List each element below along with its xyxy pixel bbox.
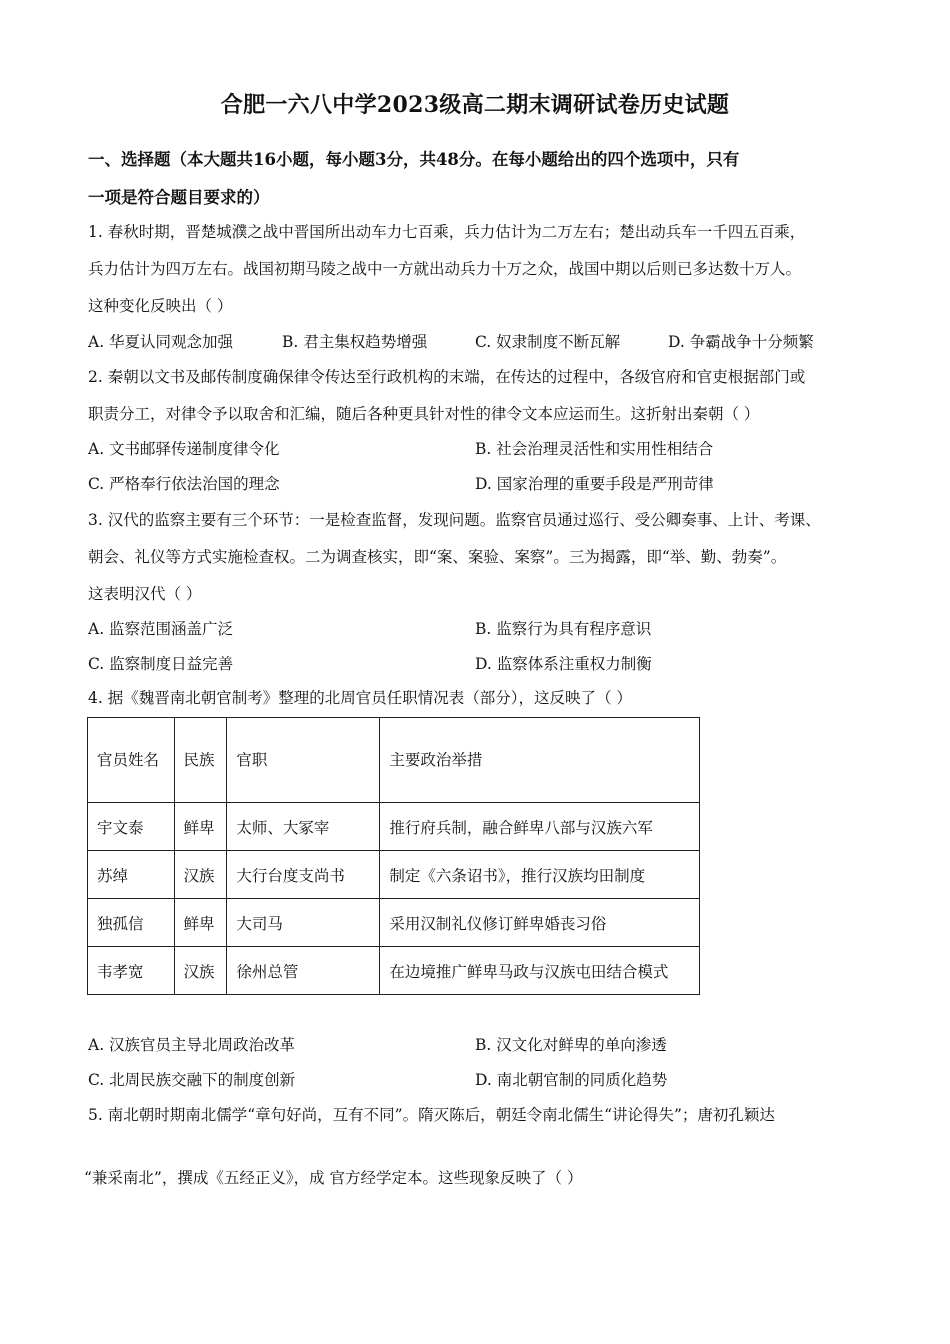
table-cell: 韦孝宽	[88, 947, 175, 995]
table-cell: 采用汉制礼仪修订鲜卑婚丧习俗	[380, 899, 700, 947]
table-cell: 太师、大冢宰	[227, 803, 380, 851]
table-row	[88, 947, 700, 995]
question-5-line-2: “兼采南北”，撰成《五经正义》，成 官方经学定本。这些现象反映了（ ）	[84, 1169, 583, 1187]
table-cell: 汉族	[174, 947, 227, 995]
table-header-row	[88, 718, 700, 803]
table-row	[88, 899, 700, 947]
question-3-line-2: 朝会、礼仪等方式实施检查权。二为调查核实，即“案、案验、案察”。三为揭露，即“举、勤、勃奏”。	[88, 548, 787, 566]
table-cell: 鲜卑	[174, 803, 227, 851]
question-1-option-a[interactable]: A. 华夏认同观念加强	[88, 333, 234, 351]
question-1-line-3: 这种变化反映出（ ）	[88, 297, 233, 315]
question-1-line-1: 1. 春秋时期，晋楚城濮之战中晋国所出动车力七百乘，兵力估计为二万左右；楚出动兵车一千四五百乘，	[88, 223, 806, 241]
question-3-option-c[interactable]: C. 监察制度日益完善	[88, 655, 234, 673]
table-cell: 大司马	[227, 899, 380, 947]
page-title: 合肥一六八中学2023级高二期末调研试卷历史试题	[220, 92, 730, 118]
table-cell: 苏绰	[88, 851, 175, 899]
section-heading-line2: 一项是符合题目要求的）	[88, 188, 270, 207]
question-3-option-a[interactable]: A. 监察范围涵盖广泛	[88, 620, 234, 638]
question-1-option-c[interactable]: C. 奴隶制度不断瓦解	[475, 333, 621, 351]
question-3-option-b[interactable]: B. 监察行为具有程序意识	[475, 620, 652, 638]
question-5-line-1: 5. 南北朝时期南北儒学“章句好尚，互有不同”。隋灭陈后，朝廷令南北儒生“讲论得失”；唐初孔颖达	[88, 1106, 775, 1124]
table-cell: 独孤信	[88, 899, 175, 947]
question-1-option-b[interactable]: B. 君主集权趋势增强	[282, 333, 428, 351]
question-2-option-b[interactable]: B. 社会治理灵活性和实用性相结合	[475, 440, 714, 458]
table-cell: 推行府兵制，融合鲜卑八部与汉族六军	[380, 803, 700, 851]
table-cell: 徐州总管	[227, 947, 380, 995]
table-cell: 鲜卑	[174, 899, 227, 947]
table-cell: 大行台度支尚书	[227, 851, 380, 899]
table-cell: 宇文泰	[88, 803, 175, 851]
question-3-line-3: 这表明汉代（ ）	[88, 585, 202, 603]
table-header-name: 官员姓名	[88, 718, 175, 803]
question-2-line-2: 职责分工，对律令予以取舍和汇编，随后各种更具针对性的律令文本应运而生。这折射出秦朝（ ）	[88, 405, 760, 423]
question-3-option-d[interactable]: D. 监察体系注重权力制衡	[475, 655, 652, 673]
table-header-measures: 主要政治举措	[380, 718, 700, 803]
question-2-line-1: 2. 秦朝以文书及邮传制度确保律令传达至行政机构的末端，在传达的过程中，各级官府和官吏根据部门或	[88, 368, 806, 386]
question-4-line-1: 4. 据《魏晋南北朝官制考》整理的北周官员任职情况表（部分），这反映了（ ）	[88, 689, 632, 707]
question-4-option-b[interactable]: B. 汉文化对鲜卑的单向渗透	[475, 1036, 667, 1054]
question-1-line-2: 兵力估计为四万左右。战国初期马陵之战中一方就出动兵力十万之众，战国中期以后则已多达数十万人。	[88, 260, 802, 278]
question-3-line-1: 3. 汉代的监察主要有三个环节：一是检查监督，发现问题。监察官员通过巡行、受公卿奏事、上计、考课、	[88, 511, 821, 529]
question-1-option-d[interactable]: D. 争霸战争十分频繁	[668, 333, 814, 351]
question-4-option-c[interactable]: C. 北周民族交融下的制度创新	[88, 1071, 296, 1089]
table-header-post: 官职	[227, 718, 380, 803]
table-row	[88, 803, 700, 851]
table-header-ethnicity: 民族	[174, 718, 227, 803]
section-heading-line1: 一、选择题（本大题共16小题，每小题3分，共48分。在每小题给出的四个选项中，只有	[88, 150, 740, 169]
question-2-option-d[interactable]: D. 国家治理的重要手段是严刑苛律	[475, 475, 714, 493]
question-4-option-d[interactable]: D. 南北朝官制的同质化趋势	[475, 1071, 668, 1089]
officials-table	[87, 717, 700, 995]
table-cell: 汉族	[174, 851, 227, 899]
question-2-option-a[interactable]: A. 文书邮驿传递制度律令化	[88, 440, 280, 458]
table-cell: 在边境推广鲜卑马政与汉族屯田结合模式	[380, 947, 700, 995]
question-4-option-a[interactable]: A. 汉族官员主导北周政治改革	[88, 1036, 296, 1054]
question-2-option-c[interactable]: C. 严格奉行依法治国的理念	[88, 475, 280, 493]
table-cell: 制定《六条诏书》，推行汉族均田制度	[380, 851, 700, 899]
table-row	[88, 851, 700, 899]
